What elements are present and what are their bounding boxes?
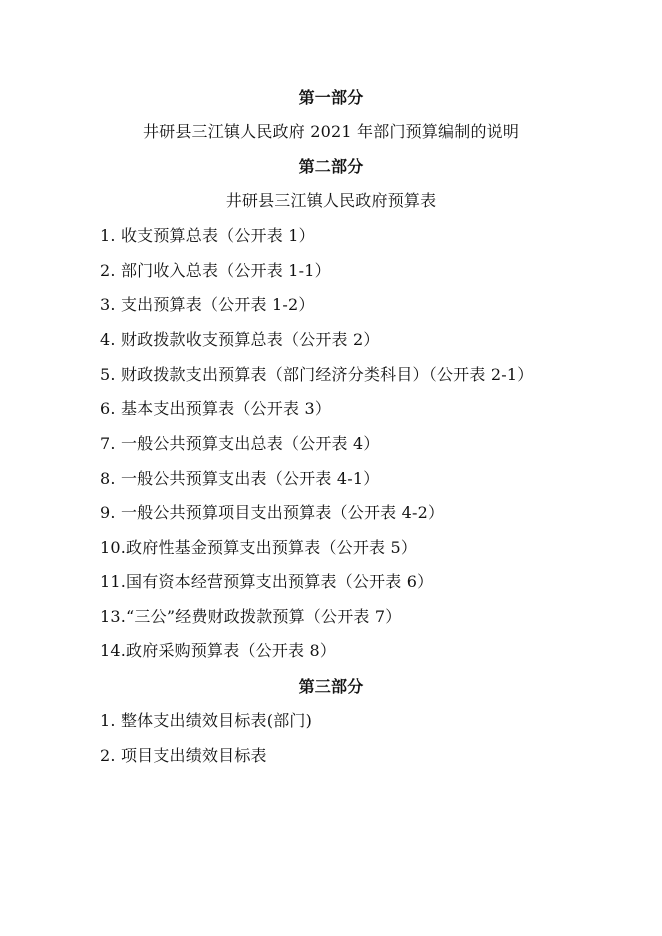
list-item: 1. 收支预算总表（公开表 1） <box>100 226 315 245</box>
list-item: 5. 财政拨款支出预算表（部门经济分类科目）（公开表 2-1） <box>100 365 534 384</box>
list-item: 11.国有资本经营预算支出预算表（公开表 6） <box>100 572 434 591</box>
list-item: 9. 一般公共预算项目支出预算表（公开表 4-2） <box>100 503 445 522</box>
list-item: 7. 一般公共预算支出总表（公开表 4） <box>100 434 380 453</box>
part-1-subtitle: 井研县三江镇人民政府 2021 年部门预算编制的说明 <box>142 122 520 141</box>
part-3-heading: 第三部分 <box>298 677 364 696</box>
list-item: 10.政府性基金预算支出预算表（公开表 5） <box>100 538 418 557</box>
list-item: 3. 支出预算表（公开表 1-2） <box>100 295 315 314</box>
list-item: 4. 财政拨款收支预算总表（公开表 2） <box>100 330 380 349</box>
part-2-heading: 第二部分 <box>298 157 364 176</box>
part-2-subtitle: 井研县三江镇人民政府预算表 <box>225 191 437 210</box>
list-item: 14.政府采购预算表（公开表 8） <box>100 641 337 660</box>
list-item: 6. 基本支出预算表（公开表 3） <box>100 399 332 418</box>
list-item: 13.“三公”经费财政拨款预算（公开表 7） <box>100 607 402 626</box>
part-1-heading: 第一部分 <box>298 88 364 107</box>
list-item: 2. 项目支出绩效目标表 <box>100 746 267 765</box>
list-item: 8. 一般公共预算支出表（公开表 4-1） <box>100 469 380 488</box>
list-item: 1. 整体支出绩效目标表(部门) <box>100 711 313 730</box>
list-item: 2. 部门收入总表（公开表 1-1） <box>100 261 331 280</box>
